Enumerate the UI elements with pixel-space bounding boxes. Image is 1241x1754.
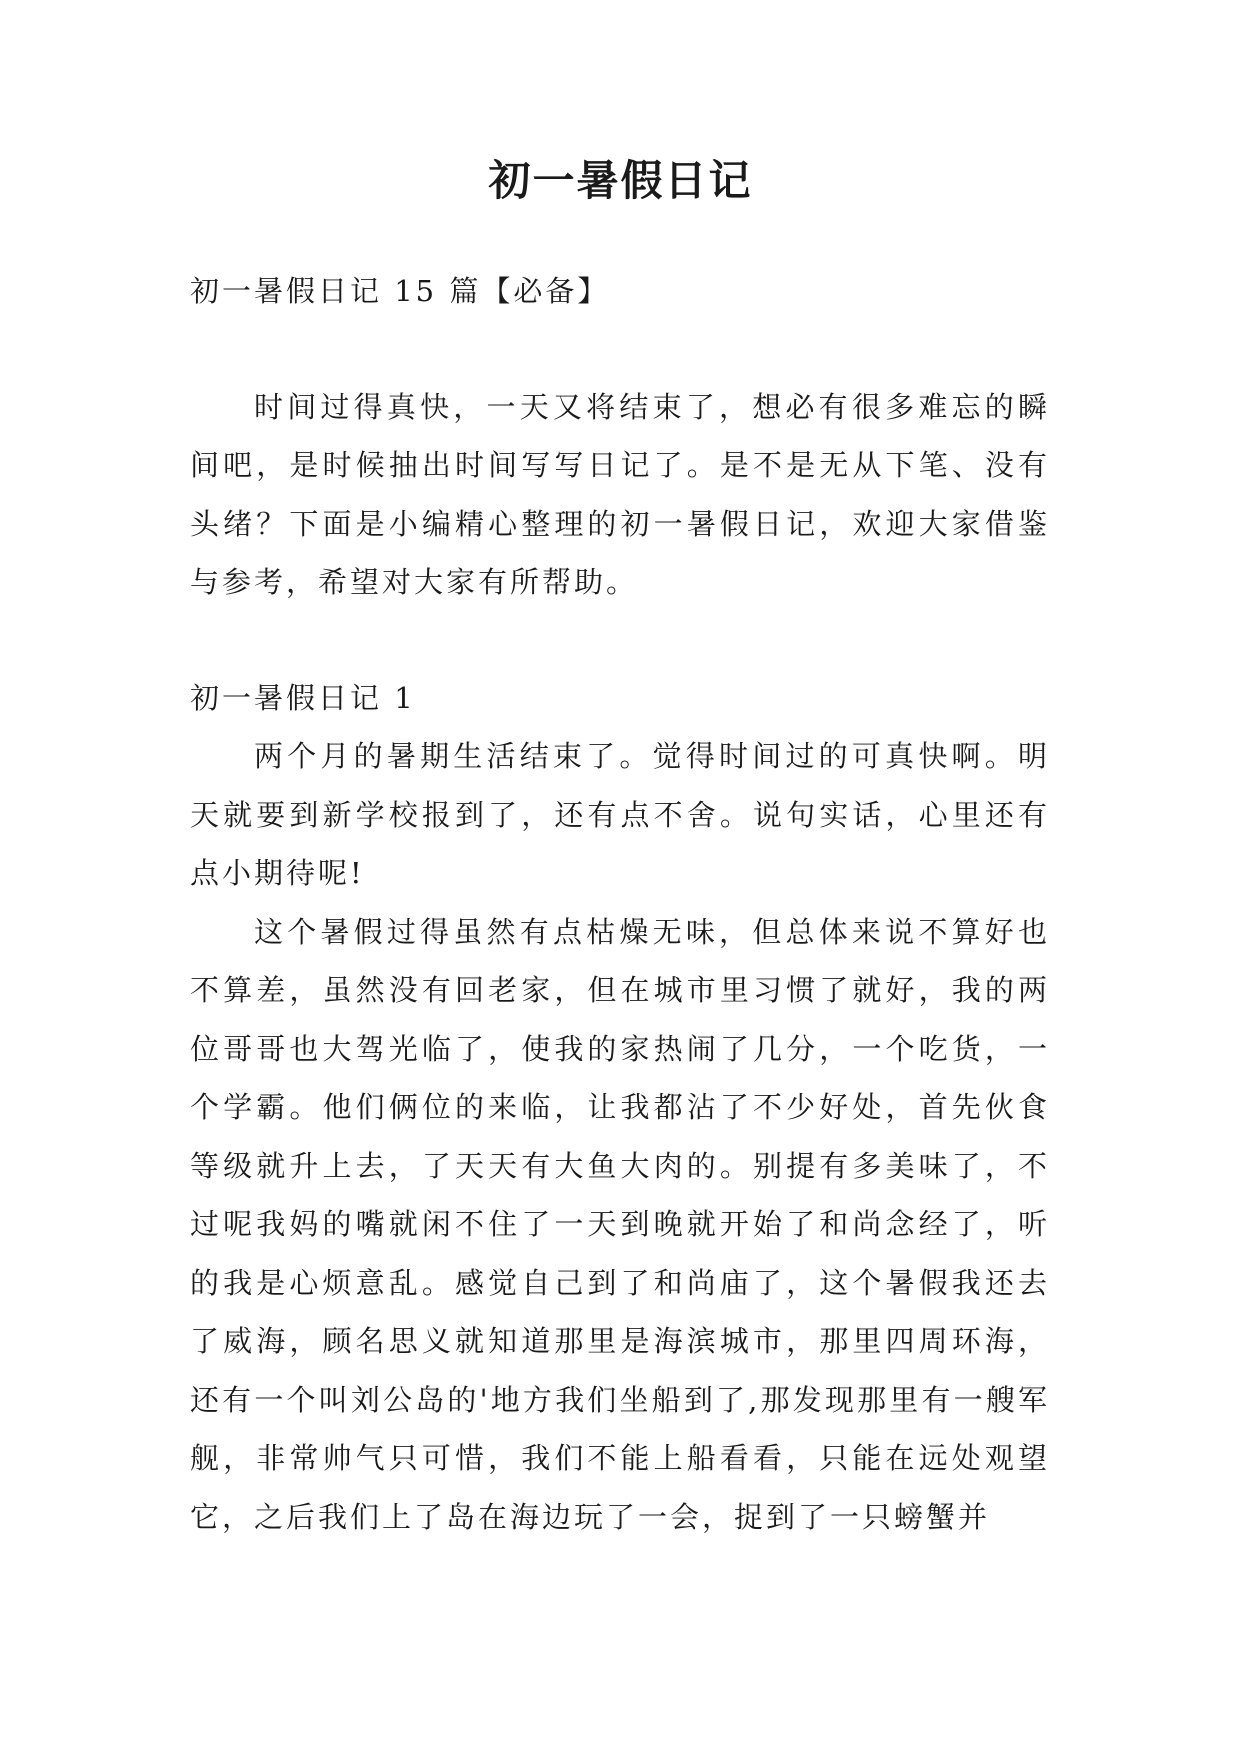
document-subtitle: 初一暑假日记 15 篇【必备】 (190, 274, 610, 308)
page-title: 初一暑假日记 (488, 156, 753, 205)
body-paragraph-1: 两个月的暑期生活结束了。觉得时间过的可真快啊。明天就要到新学校报到了，还有点不舍。说句实话，心里还有点小期待呢! (190, 739, 1050, 890)
entry-heading: 初一暑假日记 1 (190, 680, 416, 715)
intro-paragraph: 时间过得真快，一天又将结束了，想必有很多难忘的瞬间吧，是时候抽出时间写写日记了。是不是无从下笔、没有头绪？下面是小编精心整理的初一暑假日记，欢迎大家借鉴与参考，希望对大家有所帮助。 (190, 389, 1050, 599)
body-paragraph-2: 这个暑假过得虽然有点枯燥无味，但总体来说不算好也不算差，虽然没有回老家，但在城市里习惯了就好，我的两位哥哥也大驾光临了，使我的家热闹了几分，一个吃货，一个学霸。他们俩位的来临，让我都沾了不少好处，首先伙食等级就升上去，了天天有大鱼大肉的。别提有多美味了，不过呢我妈的嘴就闲不住了一天到晚就开始了和尚念经了，听的我是心烦意乱。感觉自己到了和尚庙了，这个暑假我还去了威海，顾名思义就知道那里是海滨城市，那里四周环海，还有一个叫刘公岛的'地方我们坐船到了,那发现那里有一艘军舰，非常帅气只可惜，我们不能上船看看，只能在远处观望它，之后我们上了岛在海边玩了一会，捉到了一只螃蟹并 (190, 914, 1050, 1534)
document-body (190, 262, 1050, 1546)
